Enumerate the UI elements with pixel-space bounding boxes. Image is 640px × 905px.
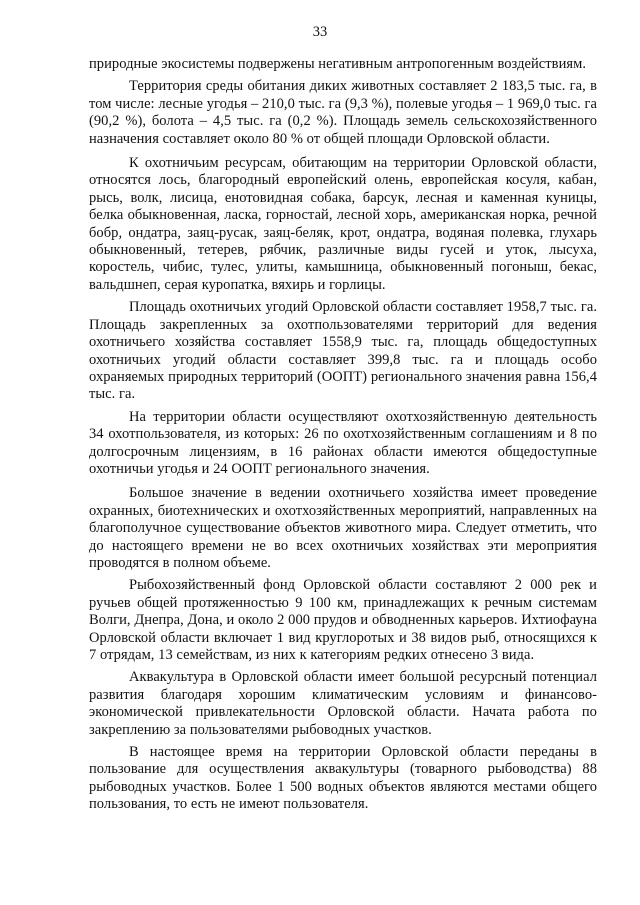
body-text (89, 56, 597, 814)
paragraph-5: На территории области осуществляют охотхозяйственную деятельность 34 охотпользователя, из которых: 26 по охотхозяйственным соглашениям и 8 по долгосрочным лицензиям, в 16 районах области имеются общедоступные охотничьи угодья и 24 ООПТ регионального значения. (89, 408, 597, 477)
paragraph-9: В настоящее время на территории Орловской области переданы в пользование для осуществления аквакультуры (товарного рыбоводства) 88 рыбоводных участков. Более 1 500 водных объектов являются местами общего пользования, то есть не имеют пользователя. (89, 744, 597, 813)
paragraph-3: К охотничьим ресурсам, обитающим на территории Орловской области, относятся лось, благородный европейский олень, европейская косуля, кабан, рысь, волк, лисица, енотовидная собака, барсук, лесная и каменная куницы, белка обыкновенная, ласка, горностай, лесной хорь, американская норка, речной бобр, ондатра, заяц-русак, заяц-беляк, крот, ондатра, водяная полевка, глухарь обыкновенный, тетерев, рябчик, различные виды гусей и уток, лысуха, коростель, чибис, тулес, улиты, камышница, обыкновенный погоныш, бекас, вальдшнеп, серая куропатка, вяхирь и горлицы. (89, 155, 597, 293)
paragraph-6: Большое значение в ведении охотничьего хозяйства имеет проведение охранных, биотехнических и охотхозяйственных мероприятий, направленных на благополучное существование объектов животного мира. Следует отметить, что до настоящего времени не во всех охотничьих хозяйствах эти мероприятия проводятся в полном объеме. (89, 485, 597, 571)
paragraph-2: Территория среды обитания диких животных составляет 2 183,5 тыс. га, в том числе: лесные угодья – 210,0 тыс. га (9,3 %), полевые угодья – 1 969,0 тыс. га (90,2 %), болота – 4,5 тыс. га (0,2 %). Площадь земель сельскохозяйственного назначения составляет около 80 % от общей площади Орловской области. (89, 78, 597, 147)
paragraph-4: Площадь охотничьих угодий Орловской области составляет 1958,7 тыс. га. Площадь закрепленных за охотпользователями территорий для ведения охотничьего хозяйства составляет 1558,9 тыс. га, площадь общедоступных охотничьих угодий области составляет 399,8 тыс. га и площадь особо охраняемых природных территорий (ООПТ) регионального значения равна 156,4 тыс. га. (89, 299, 597, 403)
paragraph-8: Аквакультура в Орловской области имеет большой ресурсный потенциал развития благодаря хорошим климатическим условиям и финансово-экономической привлекательности Орловской области. Начата работа по закреплению за пользователями рыбоводных участков. (89, 669, 597, 738)
paragraph-7: Рыбохозяйственный фонд Орловской области составляют 2 000 рек и ручьев общей протяженностью 9 100 км, принадлежащих к речным системам Волги, Днепра, Дона, и около 2 000 прудов и обводненных карьеров. Ихтиофауна Орловской области включает 1 вид круглоротых и 38 видов рыб, относящихся к 7 отрядам, 13 семействам, из них к категориям редких отнесено 3 вида. (89, 577, 597, 663)
page-number: 33 (312, 24, 328, 40)
paragraph-1: природные экосистемы подвержены негативным антропогенным воздействиям. (89, 56, 586, 72)
